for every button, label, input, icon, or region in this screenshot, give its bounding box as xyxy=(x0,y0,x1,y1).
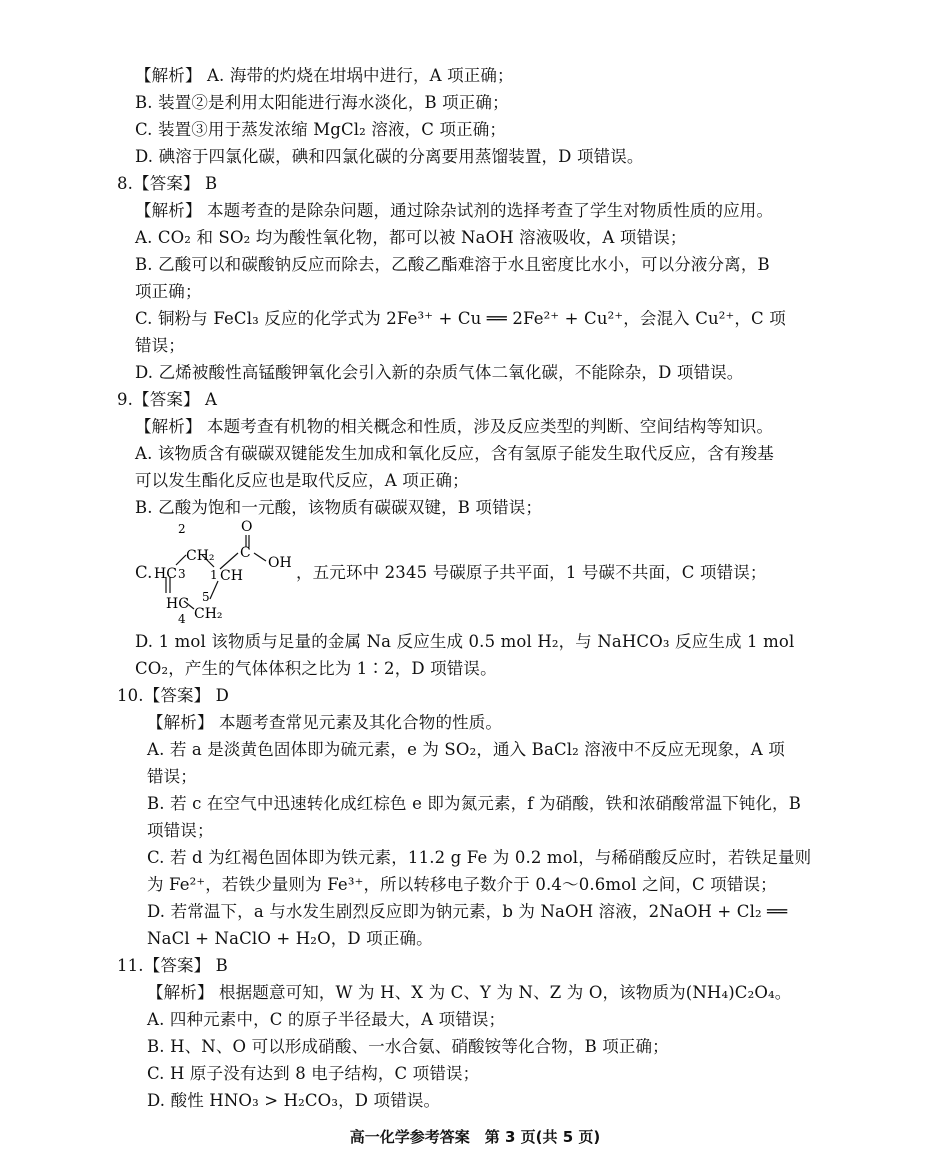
chemical-structure xyxy=(150,515,300,630)
text-line: CO₂，产生的气体体积之比为 1∶2，D 项错误。 xyxy=(135,659,497,678)
text-line: ，五元环中 2345 号碳原子共平面，1 号碳不共面，C 项错误； xyxy=(296,563,767,582)
text-line: D. 乙烯被酸性高锰酸钾氧化会引入新的杂质气体二氧化碳，不能除杂，D 项错误。 xyxy=(135,363,744,382)
text-line: A. 该物质含有碳碳双键能发生加成和氧化反应，含有氢原子能发生取代反应，含有羧基 xyxy=(135,444,774,463)
text-line: 【解析】 本题考查常见元素及其化合物的性质。 xyxy=(147,713,503,732)
label-5: 5 xyxy=(202,590,210,604)
atom-ch2-top: CH₂ xyxy=(186,548,215,564)
text-line: 为 Fe²⁺，若铁少量则为 Fe³⁺，所以转移电子数介于 0.4～0.6mol 之间，C 项错误； xyxy=(147,875,777,894)
text-line-prefix: C. xyxy=(135,563,153,582)
text-line: D. 1 mol 该物质与足量的金属 Na 反应生成 0.5 mol H₂，与 NaHCO₃ 反应生成 1 mol xyxy=(135,632,795,651)
atom-hc-3: HC xyxy=(154,566,177,582)
text-line: B. 乙酸为饱和一元酸，该物质有碳碳双键，B 项错误； xyxy=(135,498,543,517)
atom-c: C xyxy=(240,545,251,561)
label-1: 1 xyxy=(210,568,218,582)
atom-hc-4: HC xyxy=(166,596,189,612)
text-line: B. 乙酸可以和碳酸钠反应而除去，乙酸乙酯难溶于水且密度比水小，可以分液分离，B xyxy=(135,255,770,274)
text-line: C. 装置③用于蒸发浓缩 MgCl₂ 溶液，C 项正确； xyxy=(135,120,507,139)
atom-ch: CH xyxy=(220,568,243,584)
text-line: C. 铜粉与 FeCl₃ 反应的化学式为 2Fe³⁺ + Cu ══ 2Fe²⁺ + Cu²⁺，会混入 Cu²⁺，C 项 xyxy=(135,309,786,328)
text-line: C. H 原子没有达到 8 电子结构，C 项错误； xyxy=(147,1064,480,1083)
text-line: 错误； xyxy=(135,336,185,355)
text-line: 可以发生酯化反应也是取代反应，A 项正确； xyxy=(135,471,469,490)
text-line: A. 四种元素中，C 的原子半径最大，A 项错误； xyxy=(147,1010,506,1029)
text-line: D. 酸性 HNO₃ > H₂CO₃，D 项错误。 xyxy=(147,1091,441,1110)
text-line: D. 碘溶于四氯化碳，碘和四氯化碳的分离要用蒸馏装置，D 项错误。 xyxy=(135,147,644,166)
label-4: 4 xyxy=(178,612,186,626)
text-line: 【解析】 根据题意可知，W 为 H、X 为 C、Y 为 N、Z 为 O，该物质为(NH₄)C₂O₄。 xyxy=(147,983,792,1002)
text-line: C. 若 d 为红褐色固体即为铁元素，11.2 g Fe 为 0.2 mol，与稀硝酸反应时，若铁足量则 xyxy=(147,848,812,867)
atom-ch2-bottom: CH₂ xyxy=(194,606,223,622)
label-2: 2 xyxy=(178,522,186,536)
text-line: 项正确； xyxy=(135,282,202,301)
text-line: NaCl + NaClO + H₂O，D 项正确。 xyxy=(147,929,433,948)
text-line: 【解析】 本题考查有机物的相关概念和性质，涉及反应类型的判断、空间结构等知识。 xyxy=(135,417,774,436)
text-line: 【解析】 A. 海带的灼烧在坩埚中进行，A 项正确； xyxy=(135,66,514,85)
text-line: B. 装置②是利用太阳能进行海水淡化，B 项正确； xyxy=(135,93,509,112)
answer-heading: 10.【答案】 D xyxy=(117,686,230,705)
text-line: 项错误； xyxy=(147,821,214,840)
label-3: 3 xyxy=(178,567,186,581)
answer-heading: 9.【答案】 A xyxy=(117,390,218,409)
atom-oh: OH xyxy=(268,555,292,571)
text-line: A. 若 a 是淡黄色固体即为硫元素，e 为 SO₂，通入 BaCl₂ 溶液中不反应无现象，A 项 xyxy=(147,740,785,759)
text-line: 错误； xyxy=(147,767,197,786)
text-line: D. 若常温下，a 与水发生剧烈反应即为钠元素，b 为 NaOH 溶液，2NaOH + Cl₂ ══ xyxy=(147,902,788,921)
structure-diagram xyxy=(150,515,300,630)
text-line: B. H、N、O 可以形成硝酸、一水合氨、硝酸铵等化合物，B 项正确； xyxy=(147,1037,669,1056)
text-line: A. CO₂ 和 SO₂ 均为酸性氧化物，都可以被 NaOH 溶液吸收，A 项错误； xyxy=(135,228,687,247)
answer-heading: 8.【答案】 B xyxy=(117,174,218,193)
page-footer: 高一化学参考答案 第 3 页(共 5 页) xyxy=(349,1128,601,1146)
text-line: B. 若 c 在空气中迅速转化成红棕色 e 即为氮元素，f 为硝酸，铁和浓硝酸常温下钝化，B xyxy=(147,794,801,813)
text-line: 【解析】 本题考查的是除杂问题，通过除杂试剂的选择考查了学生对物质性质的应用。 xyxy=(135,201,774,220)
answer-heading: 11.【答案】 B xyxy=(117,956,228,975)
atom-o: O xyxy=(241,519,253,535)
